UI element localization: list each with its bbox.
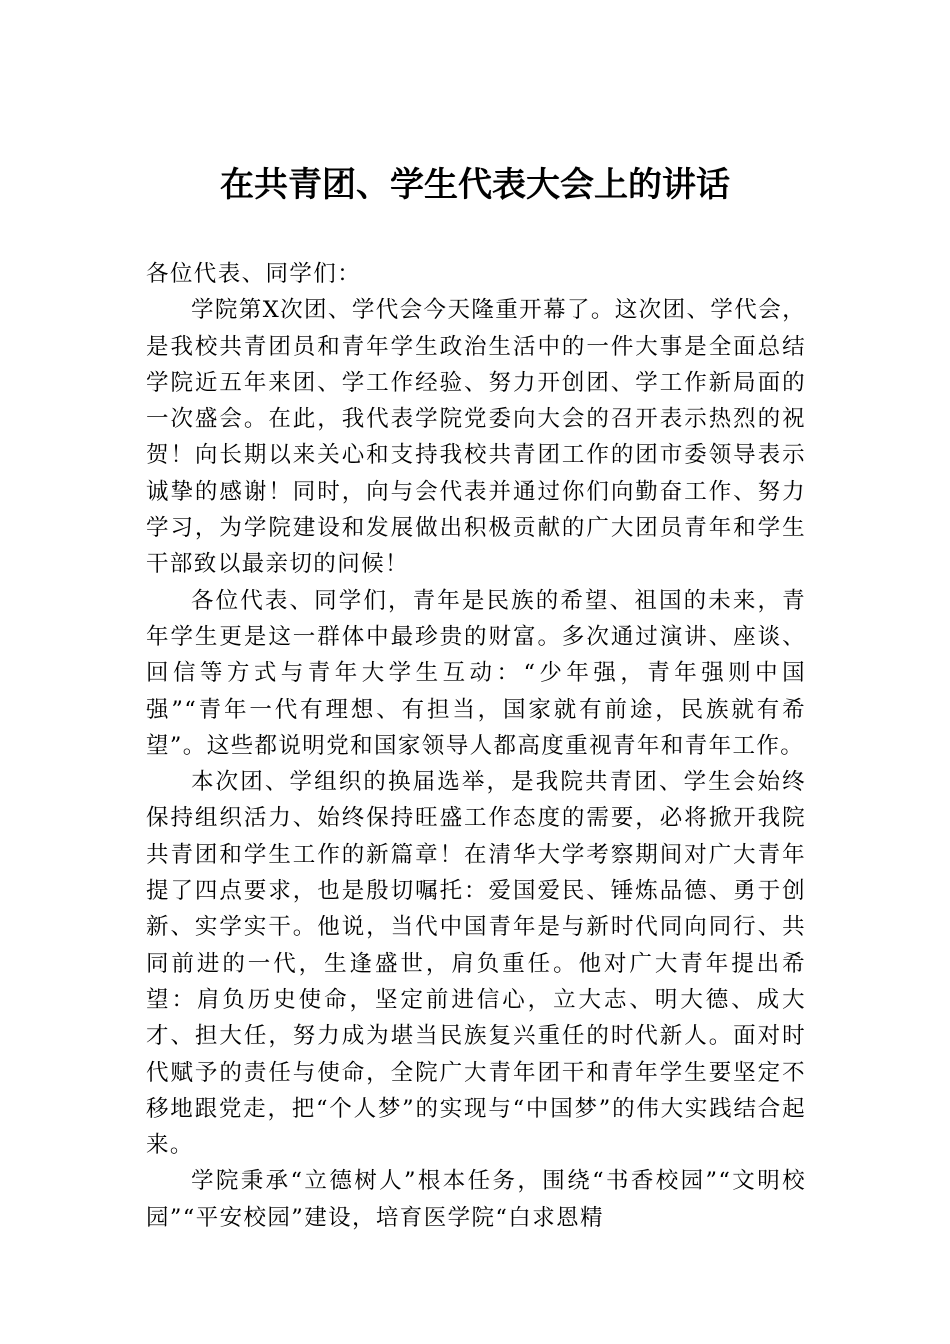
paragraph-4: 学院秉承“立德树人”根本任务，围绕“书香校园”“文明校园”“平安校园”建设，培育医学院“白求恩精: [146, 1168, 806, 1231]
salutation: 各位代表、同学们：: [146, 261, 362, 287]
paragraph-3: 本次团、学组织的换届选举，是我院共青团、学生会始终保持组织活力、始终保持旺盛工作态度的需要，必将掀开我院共青团和学生工作的新篇章！在清华大学考察期间对广大青年提了四点要求，也是殷切嘱托：爱国爱民、锤炼品德、勇于创新、实学实干。他说，当代中国青年是与新时代同向同行、共同前进的一代，生逢盛世，肩负重任。他对广大青年提出希望：肩负历史使命，坚定前进信心，立大志、明大德、成大才、担大任，努力成为堪当民族复兴重任的时代新人。面对时代赋予的责任与使命，全院广大青年团干和青年学生要坚定不移地跟党走，把“个人梦”的实现与“中国梦”的伟大实践结合起来。: [146, 769, 806, 1159]
document-body: [146, 256, 806, 1236]
document-title: 在共青团、学生代表大会上的讲话: [220, 165, 730, 205]
paragraph-1: 学院第X次团、学代会今天隆重开幕了。这次团、学代会，是我校共青团员和青年学生政治生活中的一件大事是全面总结学院近五年来团、学工作经验、努力开创团、学工作新局面的一次盛会。在此，我代表学院党委向大会的召开表示热烈的祝贺！向长期以来关心和支持我校共青团工作的团市委领导表示诚挚的感谢！同时，向与会代表并通过你们向勤奋工作、努力学习，为学院建设和发展做出积极贡献的广大团员青年和学生干部致以最亲切的问候！: [146, 297, 806, 578]
paragraph-2: 各位代表、同学们，青年是民族的希望、祖国的未来，青年学生更是这一群体中最珍贵的财富。多次通过演讲、座谈、回信等方式与青年大学生互动：“少年强，青年强则中国强”“青年一代有理想、有担当，国家就有前途，民族就有希望”。这些都说明党和国家领导人都高度重视青年和青年工作。: [146, 587, 806, 759]
